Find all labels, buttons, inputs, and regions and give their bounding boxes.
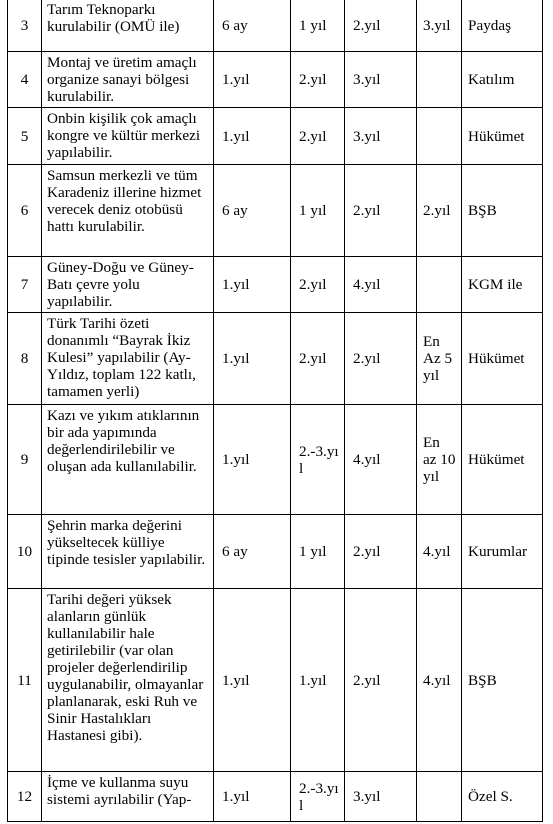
row-description: Samsun merkezli ve tüm Karadeniz illerine hizmet verecek deniz otobüsü hattı kurulabilir.	[42, 165, 214, 257]
period-4	[417, 108, 462, 165]
row-description: Türk Tarihi özeti donanımlı “Bayrak İkiz Kulesi” yapılabilir (Ay-Yıldız, toplam 122 katlı, tamamen yerli)	[42, 313, 214, 405]
table-row	[8, 0, 543, 52]
period-2: 2.yıl	[291, 257, 345, 313]
period-4	[417, 257, 462, 313]
responsible-party: Kurumlar	[462, 515, 543, 589]
row-number: 8	[8, 313, 42, 405]
row-number: 12	[8, 772, 42, 822]
period-1: 6 ay	[214, 165, 291, 257]
responsible-party: BŞB	[462, 165, 543, 257]
table-row	[8, 405, 543, 515]
row-number: 10	[8, 515, 42, 589]
period-2: 2.yıl	[291, 313, 345, 405]
row-description: İçme ve kullanma suyu sistemi ayrılabilir (Yap-	[42, 772, 214, 822]
period-4	[417, 52, 462, 108]
period-3: 2.yıl	[345, 589, 417, 772]
period-3: 3.yıl	[345, 772, 417, 822]
period-1: 1.yıl	[214, 108, 291, 165]
responsible-party: Hükümet	[462, 405, 543, 515]
period-3: 2.yıl	[345, 313, 417, 405]
period-1: 1.yıl	[214, 52, 291, 108]
period-2: 1 yıl	[291, 515, 345, 589]
period-4	[417, 772, 462, 822]
row-number: 7	[8, 257, 42, 313]
period-3: 2.yıl	[345, 165, 417, 257]
period-1: 6 ay	[214, 515, 291, 589]
row-number: 5	[8, 108, 42, 165]
period-3: 2.yıl	[345, 515, 417, 589]
period-3: 3.yıl	[345, 108, 417, 165]
responsible-party: Hükümet	[462, 313, 543, 405]
period-2: 2.yıl	[291, 108, 345, 165]
table-row	[8, 52, 543, 108]
row-description: Güney-Doğu ve Güney-Batı çevre yolu yapılabilir.	[42, 257, 214, 313]
row-number: 4	[8, 52, 42, 108]
responsible-party: Özel S.	[462, 772, 543, 822]
row-description: Tarihi değeri yüksek alanların günlük kullanılabilir hale getirilebilir (var olan projeler değerlendirilip uygulanabilir, olmayanlar planlanarak, eski Ruh ve Sinir Hastalıkları Hastanesi gibi).	[42, 589, 214, 772]
period-4: 2.yıl	[417, 165, 462, 257]
responsible-party: KGM ile	[462, 257, 543, 313]
table-row	[8, 313, 543, 405]
period-4: En Az 5 yıl	[417, 313, 462, 405]
table-row	[8, 108, 543, 165]
row-description: Şehrin marka değerini yükseltecek külliye tipinde tesisler yapılabilir.	[42, 515, 214, 589]
period-4: 4.yıl	[417, 589, 462, 772]
period-2: 1.yıl	[291, 589, 345, 772]
period-3: 4.yıl	[345, 257, 417, 313]
action-plan-table	[7, 0, 543, 822]
period-2: 1 yıl	[291, 165, 345, 257]
responsible-party: BŞB	[462, 589, 543, 772]
row-number: 6	[8, 165, 42, 257]
period-2: 2.-3.yıl	[291, 405, 345, 515]
period-2: 2.-3.yıl	[291, 772, 345, 822]
period-1: 1.yıl	[214, 313, 291, 405]
period-3: 4.yıl	[345, 405, 417, 515]
table-row	[8, 165, 543, 257]
period-2: 2.yıl	[291, 52, 345, 108]
row-description: Kazı ve yıkım atıklarının bir ada yapımında değerlendirilebilir ve oluşan ada kullanılabilir.	[42, 405, 214, 515]
period-1: 1.yıl	[214, 257, 291, 313]
table-row	[8, 257, 543, 313]
period-4: 4.yıl	[417, 515, 462, 589]
period-1: 1.yıl	[214, 589, 291, 772]
responsible-party: Paydaş	[462, 0, 543, 52]
period-1: 1.yıl	[214, 405, 291, 515]
period-1: 1.yıl	[214, 772, 291, 822]
period-3: 3.yıl	[345, 52, 417, 108]
responsible-party: Hükümet	[462, 108, 543, 165]
row-number: 11	[8, 589, 42, 772]
table-row	[8, 515, 543, 589]
row-number: 3	[8, 0, 42, 52]
row-description: Montaj ve üretim amaçlı organize sanayi bölgesi kurulabilir.	[42, 52, 214, 108]
period-2: 1 yıl	[291, 0, 345, 52]
period-3: 2.yıl	[345, 0, 417, 52]
responsible-party: Katılım	[462, 52, 543, 108]
period-1: 6 ay	[214, 0, 291, 52]
period-4: 3.yıl	[417, 0, 462, 52]
period-4: En az 10 yıl	[417, 405, 462, 515]
row-number: 9	[8, 405, 42, 515]
row-description: Tarım Teknoparkı kurulabilir (OMÜ ile)	[42, 0, 214, 52]
row-description: Onbin kişilik çok amaçlı kongre ve kültür merkezi yapılabilir.	[42, 108, 214, 165]
table-row	[8, 772, 543, 822]
table-row	[8, 589, 543, 772]
